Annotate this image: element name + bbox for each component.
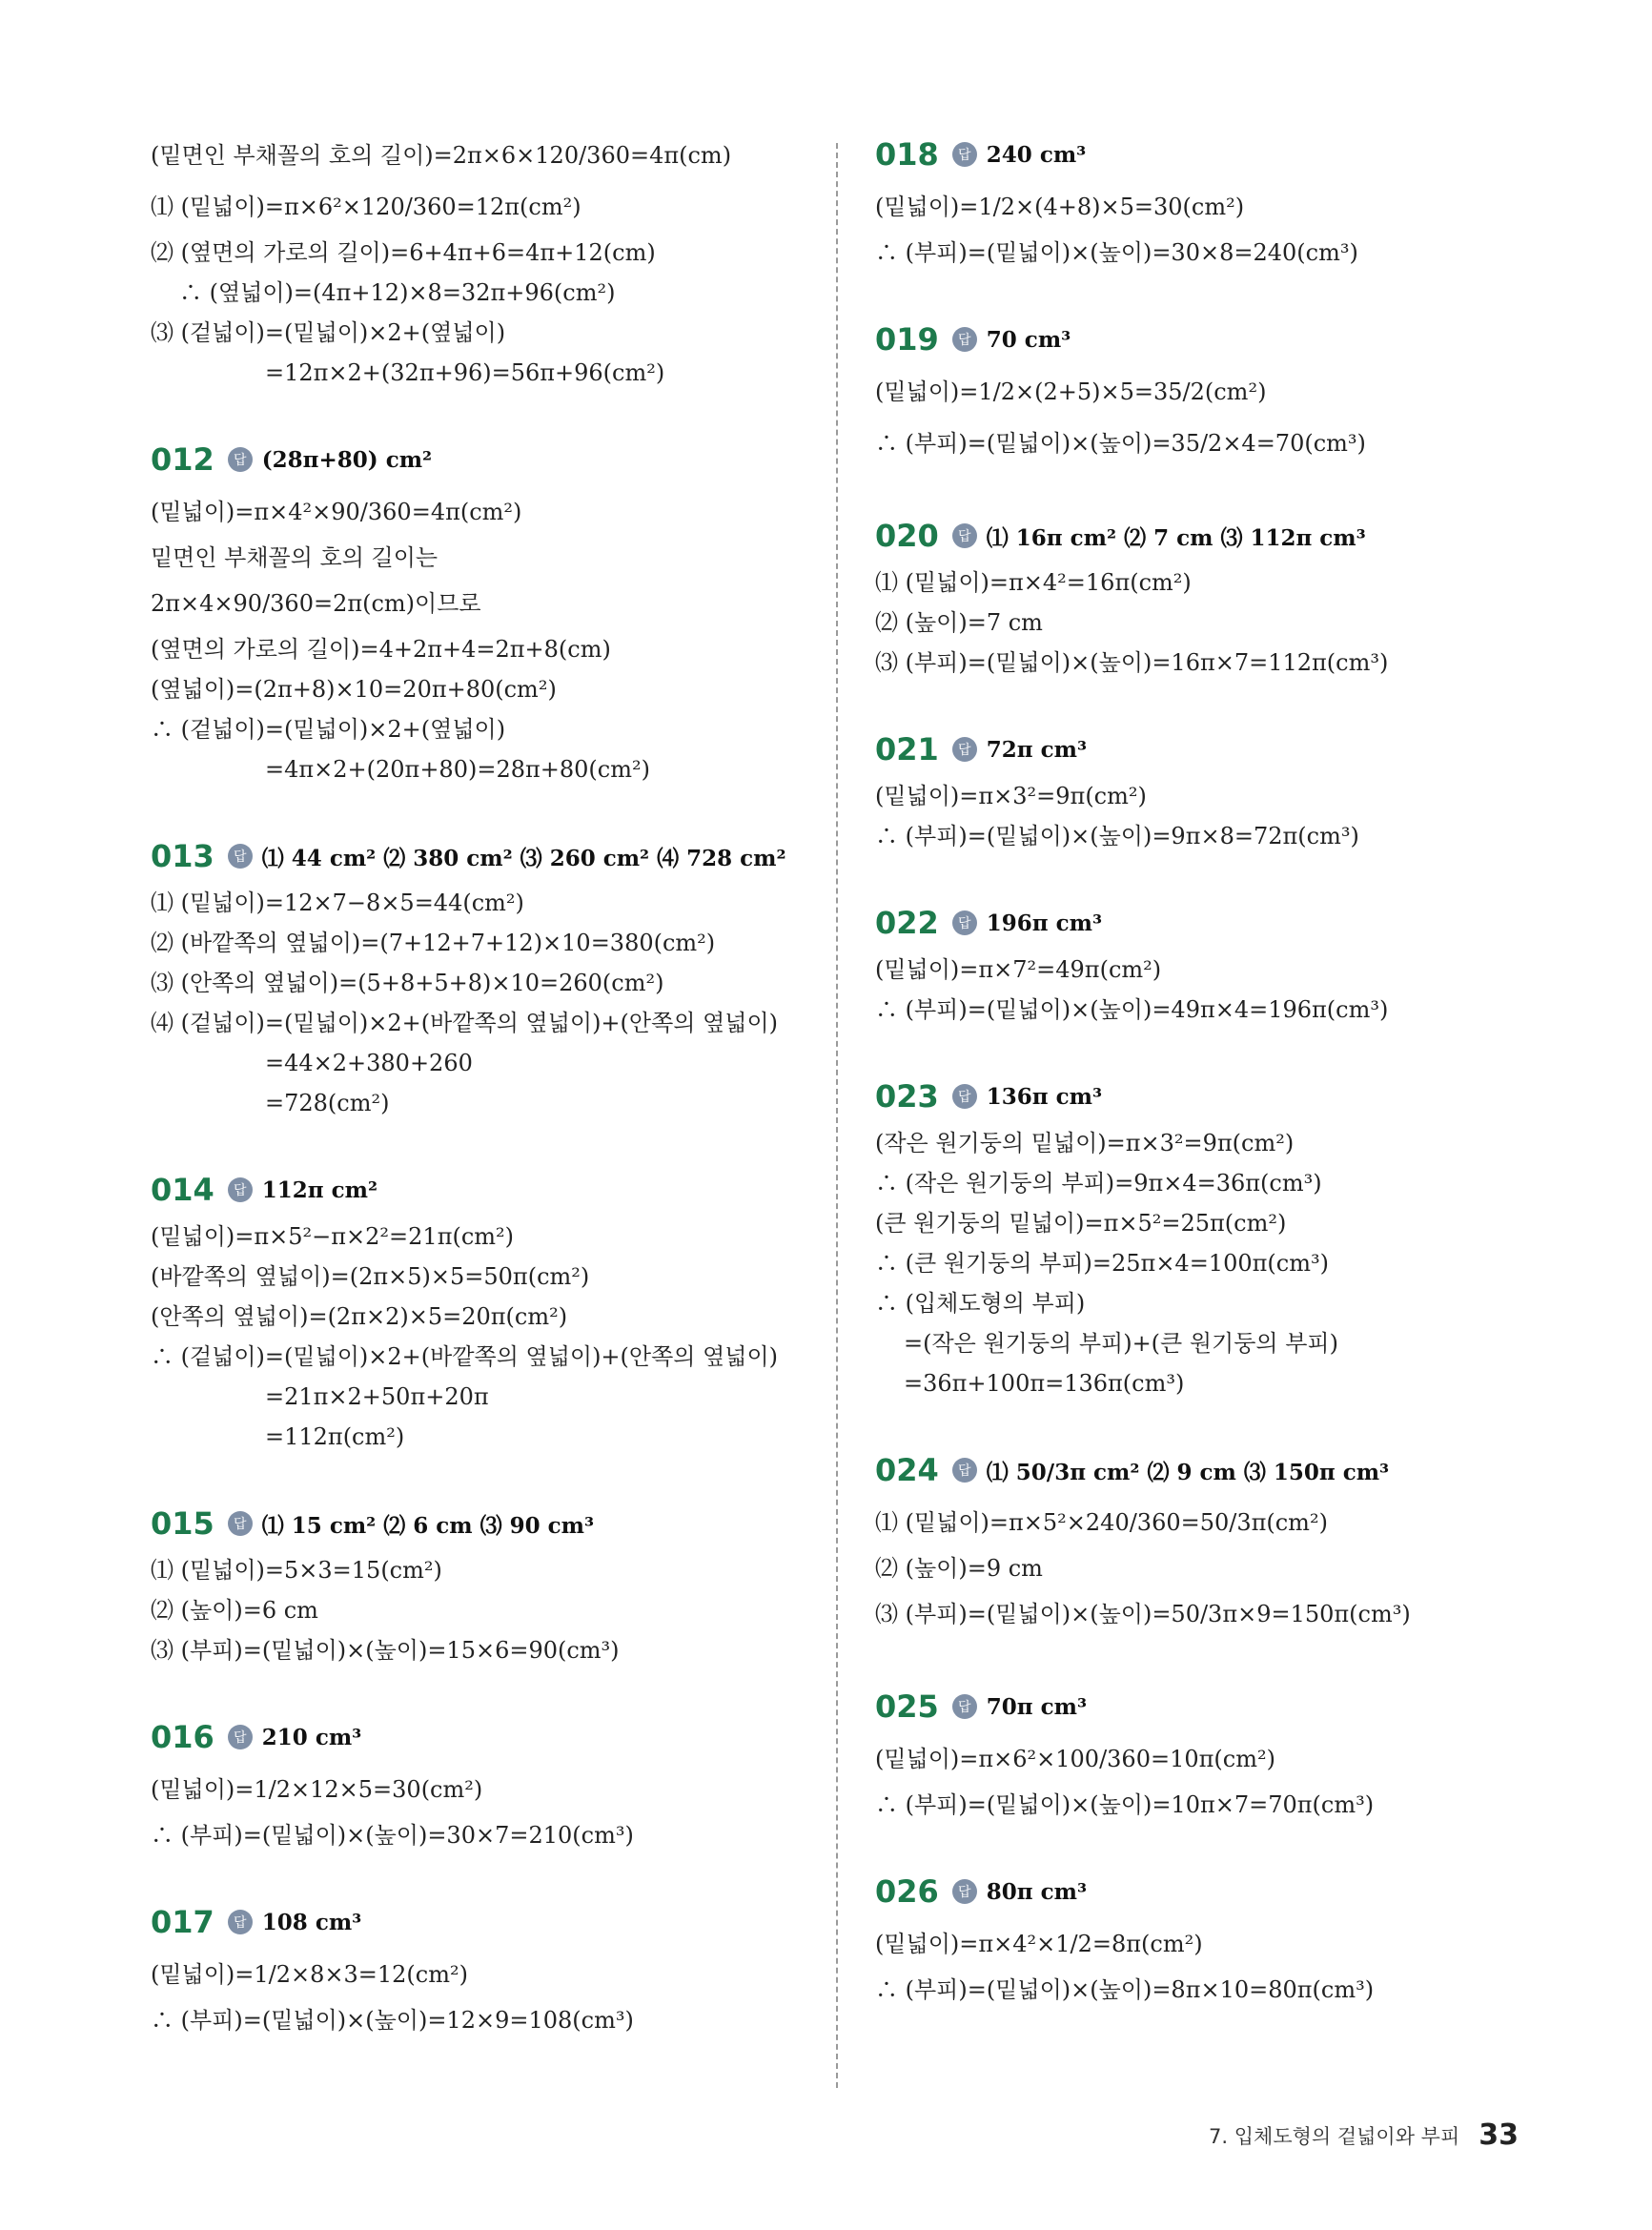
solution-line: (옆넓이)=(2π+8)×10=20π+80(cm²) (151, 676, 557, 703)
answer-text: 196π cm³ (986, 910, 1103, 936)
problem-019 (875, 318, 1561, 465)
solution-line: ∴ (겉넓이)=(밑넓이)×2+(옆넓이) (151, 716, 506, 743)
answer-badge-icon: 답 (952, 1084, 977, 1109)
solution-line: ⑴ (밑넓이)=12×7−8×5=44(cm²) (151, 890, 524, 916)
problem-header (151, 1716, 818, 1758)
problem-header (875, 1449, 1561, 1491)
answer-badge-icon: 답 (952, 1458, 977, 1483)
problem-number: 017 (151, 1904, 214, 1940)
problem-022 (875, 902, 1561, 1026)
solution-line: =44×2+380+260 (265, 1050, 473, 1076)
solution-line: =4π×2+(20π+80)=28π+80(cm²) (265, 756, 650, 783)
answer-badge-icon: 답 (228, 1177, 253, 1202)
solution-line: ∴ (부피)=(밑넓이)×(높이)=10π×7=70π(cm³) (875, 1791, 1375, 1818)
solution-line: (작은 원기둥의 밑넓이)=π×3²=9π(cm²) (875, 1130, 1295, 1156)
solution-line: ⑵ (높이)=7 cm (875, 609, 1043, 636)
solution-line: (밑넓이)=π×4²×90/360=4π(cm²) (151, 499, 522, 525)
problem-number: 025 (875, 1688, 939, 1725)
solution-line: ∴ (옆넓이)=(4π+12)×8=32π+96(cm²) (179, 279, 616, 306)
answer-text: 240 cm³ (986, 141, 1087, 168)
answer-badge-icon: 답 (228, 447, 253, 472)
problem-header (151, 1169, 818, 1211)
solution-line: (밑넓이)=π×4²×1/2=8π(cm²) (875, 1931, 1203, 1957)
answer-badge-icon: 답 (228, 1725, 253, 1749)
left-column (151, 133, 818, 2044)
right-column (875, 133, 1561, 2014)
solution-line: ∴ (부피)=(밑넓이)×(높이)=49π×4=196π(cm³) (875, 996, 1389, 1023)
solution-line: (바깥쪽의 옆넓이)=(2π×5)×5=50π(cm²) (151, 1263, 590, 1290)
solution-line: (안쪽의 옆넓이)=(2π×2)×5=20π(cm²) (151, 1303, 568, 1330)
solution-line: ⑴ (밑넓이)=π×4²=16π(cm²) (875, 569, 1192, 596)
solution-line: (밑넓이)=π×6²×100/360=10π(cm²) (875, 1746, 1275, 1772)
answer-text: 72π cm³ (986, 736, 1088, 763)
solution-line: (밑넓이)=1/2×(2+5)×5=35/2(cm²) (875, 378, 1267, 405)
answer-text: 210 cm³ (261, 1724, 362, 1750)
answer-text: ⑴ 15 cm² ⑵ 6 cm ⑶ 90 cm³ (261, 1512, 595, 1539)
problem-025 (875, 1686, 1561, 1821)
problem-number: 022 (875, 905, 939, 941)
solution-line: =728(cm²) (265, 1090, 390, 1116)
solution-line: (밑넓이)=π×5²−π×2²=21π(cm²) (151, 1223, 515, 1250)
solution-line: ⑷ (겉넓이)=(밑넓이)×2+(바깥쪽의 옆넓이)+(안쪽의 옆넓이) (151, 1010, 778, 1036)
problem-014 (151, 1169, 818, 1453)
problem-header (151, 1503, 818, 1545)
solution-line: ∴ (부피)=(밑넓이)×(높이)=8π×10=80π(cm³) (875, 1976, 1375, 2003)
solution-line: ∴ (작은 원기둥의 부피)=9π×4=36π(cm³) (875, 1170, 1322, 1197)
solution-line: (밑넓이)=1/2×(4+8)×5=30(cm²) (875, 194, 1245, 220)
solution-line: ⑶ (부피)=(밑넓이)×(높이)=15×6=90(cm³) (151, 1637, 620, 1664)
solution-line: ⑴ (밑넓이)=5×3=15(cm²) (151, 1557, 442, 1584)
answer-badge-icon: 답 (952, 737, 977, 762)
chapter-title: 7. 입체도형의 겉넓이와 부피 (1209, 2124, 1460, 2148)
solution-line: ⑴ (밑넓이)=π×6²×120/360=12π(cm²) (151, 194, 581, 220)
solution-line: =36π+100π=136π(cm³) (904, 1370, 1185, 1397)
answer-badge-icon: 답 (952, 327, 977, 352)
solution-line: 2π×4×90/360=2π(cm)이므로 (151, 590, 481, 617)
problem-header (875, 515, 1561, 557)
solution-line: =21π×2+50π+20π (265, 1383, 489, 1410)
problem-header (151, 1901, 818, 1943)
solution-line: 밑면인 부채꼴의 호의 길이는 (151, 544, 438, 571)
problem-header (875, 1075, 1561, 1117)
solution-line: ∴ (입체도형의 부피) (875, 1290, 1086, 1317)
problem-016 (151, 1716, 818, 1852)
page-footer (1209, 2118, 1519, 2152)
problem-number: 013 (151, 838, 214, 874)
solution-line: ⑵ (옆면의 가로의 길이)=6+4π+6=4π+12(cm) (151, 239, 656, 266)
solution-line: (밑넓이)=π×3²=9π(cm²) (875, 783, 1147, 809)
solution-line: ∴ (부피)=(밑넓이)×(높이)=9π×8=72π(cm³) (875, 823, 1359, 849)
page-number: 33 (1479, 2118, 1519, 2152)
solution-line: (밑넓이)=1/2×8×3=12(cm²) (151, 1961, 468, 1988)
solution-line: ⑶ (부피)=(밑넓이)×(높이)=16π×7=112π(cm³) (875, 649, 1389, 676)
answer-text: 70 cm³ (986, 326, 1071, 353)
problem-number: 014 (151, 1172, 214, 1208)
solution-line: ∴ (겉넓이)=(밑넓이)×2+(바깥쪽의 옆넓이)+(안쪽의 옆넓이) (151, 1343, 778, 1370)
problem-number: 021 (875, 731, 939, 767)
problem-013 (151, 835, 818, 1119)
left-problems (151, 439, 818, 2036)
problem-header (151, 835, 818, 877)
problem-number: 016 (151, 1719, 214, 1755)
answer-text: 108 cm³ (261, 1909, 362, 1935)
problem-018 (875, 133, 1561, 269)
answer-badge-icon: 답 (952, 1694, 977, 1719)
answer-text: 136π cm³ (986, 1083, 1103, 1110)
problem-number: 020 (875, 518, 939, 554)
answer-badge-icon: 답 (228, 1511, 253, 1536)
answer-text: 70π cm³ (986, 1693, 1088, 1720)
answer-badge-icon: 답 (952, 523, 977, 548)
solution-line: (옆면의 가로의 길이)=4+2π+4=2π+8(cm) (151, 636, 611, 663)
answer-badge-icon: 답 (952, 1879, 977, 1904)
problem-026 (875, 1871, 1561, 2006)
column-divider (836, 143, 838, 2088)
problem-number: 019 (875, 321, 939, 358)
answer-badge-icon: 답 (228, 1910, 253, 1934)
problem-017 (151, 1901, 818, 2036)
problem-023 (875, 1075, 1561, 1400)
answer-text: 112π cm² (261, 1176, 378, 1203)
problem-012 (151, 439, 818, 786)
answer-text: (28π+80) cm² (261, 446, 433, 473)
problem-header (875, 318, 1561, 360)
answer-badge-icon: 답 (952, 142, 977, 167)
problem-number: 018 (875, 136, 939, 173)
solution-line: =12π×2+(32π+96)=56π+96(cm²) (265, 359, 665, 386)
problem-number: 023 (875, 1078, 939, 1115)
solution-line: ⑶ (부피)=(밑넓이)×(높이)=50/3π×9=150π(cm³) (875, 1601, 1411, 1627)
solution-line: ⑵ (높이)=6 cm (151, 1597, 318, 1624)
problem-number: 015 (151, 1505, 214, 1542)
answer-text: ⑴ 16π cm² ⑵ 7 cm ⑶ 112π cm³ (986, 524, 1366, 551)
answer-text: 80π cm³ (986, 1878, 1088, 1905)
solution-line: ⑵ (높이)=9 cm (875, 1555, 1043, 1582)
problem-header (875, 1871, 1561, 1913)
solution-line: (밑넓이)=π×7²=49π(cm²) (875, 956, 1162, 983)
problem-header (151, 439, 818, 481)
answer-badge-icon: 답 (228, 844, 253, 869)
problem-header (875, 1686, 1561, 1728)
solution-line: (큰 원기둥의 밑넓이)=π×5²=25π(cm²) (875, 1210, 1287, 1237)
solution-line: ⑴ (밑넓이)=π×5²×240/360=50/3π(cm²) (875, 1509, 1328, 1536)
solution-line: ∴ (부피)=(밑넓이)×(높이)=12×9=108(cm³) (151, 2007, 634, 2034)
problem-header (875, 133, 1561, 175)
problem-number: 026 (875, 1873, 939, 1910)
intro-block (151, 133, 818, 389)
solution-line: =112π(cm²) (265, 1423, 405, 1450)
answer-text: ⑴ 44 cm² ⑵ 380 cm² ⑶ 260 cm² ⑷ 728 cm² (261, 845, 786, 871)
problem-021 (875, 728, 1561, 852)
problem-020 (875, 515, 1561, 679)
solution-line: ∴ (큰 원기둥의 부피)=25π×4=100π(cm³) (875, 1250, 1329, 1277)
problem-header (875, 902, 1561, 944)
solution-line: ∴ (부피)=(밑넓이)×(높이)=30×7=210(cm³) (151, 1822, 634, 1849)
problem-number: 012 (151, 441, 214, 478)
problem-024 (875, 1449, 1561, 1636)
solution-line: (밑면인 부채꼴의 호의 길이)=2π×6×120/360=4π(cm) (151, 142, 732, 169)
right-problems (875, 133, 1561, 2006)
problem-number: 024 (875, 1452, 939, 1488)
problem-015 (151, 1503, 818, 1667)
problem-header (875, 728, 1561, 770)
answer-badge-icon: 답 (952, 910, 977, 935)
solution-line: ⑶ (겉넓이)=(밑넓이)×2+(옆넓이) (151, 319, 506, 346)
solution-line: ∴ (부피)=(밑넓이)×(높이)=30×8=240(cm³) (875, 239, 1358, 266)
solution-line: ⑶ (안쪽의 옆넓이)=(5+8+5+8)×10=260(cm²) (151, 970, 664, 996)
solution-line: =(작은 원기둥의 부피)+(큰 원기둥의 부피) (904, 1330, 1338, 1357)
solution-line: ∴ (부피)=(밑넓이)×(높이)=35/2×4=70(cm³) (875, 430, 1366, 457)
solution-line: (밑넓이)=1/2×12×5=30(cm²) (151, 1776, 483, 1803)
answer-text: ⑴ 50/3π cm² ⑵ 9 cm ⑶ 150π cm³ (986, 1459, 1390, 1485)
solution-line: ⑵ (바깥쪽의 옆넓이)=(7+12+7+12)×10=380(cm²) (151, 930, 716, 956)
